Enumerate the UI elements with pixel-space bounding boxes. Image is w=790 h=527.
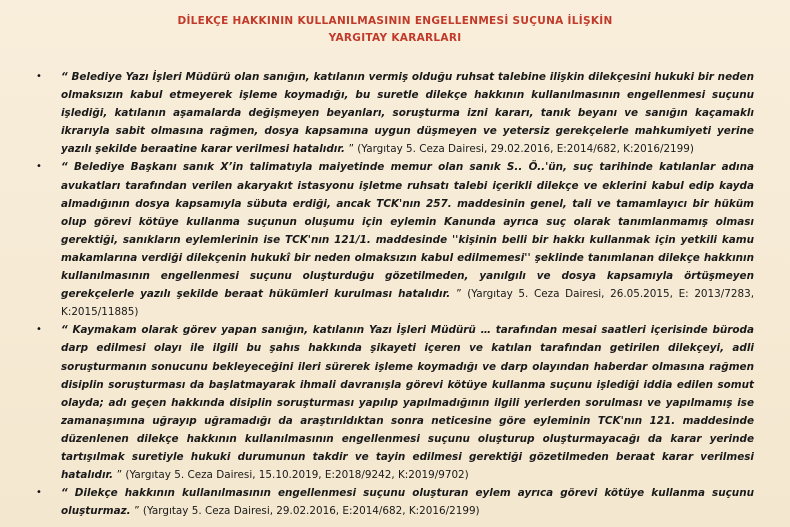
ruling-text bbox=[61, 484, 754, 520]
ruling-quote: “ Belediye Başkanı sanık X’in talimatıyla maiyetinde memur olan sanık S.. Ö..'ün, suç tarihinde katılanlar adına avukatları tarafından verilen akaryakıt istasyonu işletme ruhsatı talebi içerikli dilekçe ve eklerini kabul edip kayda almadığının dosya kapsamıyla sübuta erdiği, ancak TCK'nın 257. maddesinin genel, tali ve tamamlayıcı bir hüküm olup görevi kötüye kullanma suçunun oluşumu için eylemin Kanunda ayrıca suç olarak tanımlanmamış olması gerektiği, sanıkların eylemlerinin ise TCK'nın 121/1. maddesinde ''kişinin belli bir hakkı kullanmak için yetkili kamu makamlarına verdiği dilekçenin hukukî bir neden olmaksızın kabul edilmemesi'' şeklinde tanımlanan dilekçe hakkının kullanılmasının engellenmesi suçunu oluşturduğu gözetilmeden, yanılgılı ve dosya kapsamıyla örtüşmeyen gerekçelerle yazılı şekilde beraat hükümleri kurulması hatalıdır. bbox=[61, 161, 754, 301]
ruling-text bbox=[61, 321, 754, 484]
ruling-citation: ” (Yargıtay 5. Ceza Dairesi, 15.10.2019, E:2018/9242, K:2019/9702) bbox=[116, 469, 469, 482]
ruling-quote: “ Dilekçe hakkının kullanılmasının engellenmesi suçunu oluşturan eylem ayrıca görevi kötüye kullanma suçunu oluşturmaz. bbox=[61, 487, 754, 518]
ruling-item bbox=[36, 68, 754, 158]
ruling-text bbox=[61, 158, 754, 321]
ruling-citation: ” (Yargıtay 5. Ceza Dairesi, 26.05.2015, E: 2013/7283, K:2015/11885) bbox=[61, 288, 755, 319]
ruling-item bbox=[36, 484, 754, 520]
ruling-quote: “ Kaymakam olarak görev yapan sanığın, katılanın Yazı İşleri Müdürü … tarafından mesai saatleri içerisinde büroda darp edilmesi olayı ile ilgili bu şahıs hakkında şikayeti içeren ve katılan tarafından getirilen dilekçeyi, adli soruşturmanın sonucunu bekleyeceğini ileri sürerek işleme koymadığı ve darp olayından haberdar olmasına rağmen disiplin soruşturması da başlatmayarak ihmali davranışla görevi kötüye kullanma suçunu işlediği iddia edilen somut olayda; adı geçen hakkında disiplin soruşturması yapılıp yapılmadığının ilgili yerlerden sorulması ve yapılmamış ise zamanaşımına uğrayıp uğramadığı da araştırıldıktan sonra neticesine göre eyleminin TCK'nın 121. maddesinde düzenlenen dilekçe hakkının kullanılmasının engellenmesi suçunu oluşturup oluşturmayacağı da karar yerinde tartışılmak suretiyle hukuki durumunun takdir ve tayin edilmesi gerektiği gözetilmeden beraat karar verilmesi hatalıdır. bbox=[61, 324, 754, 482]
bullet-icon: • bbox=[36, 487, 42, 499]
document-title-line1: DİLEKÇE HAKKININ KULLANILMASININ ENGELLENMESİ SUÇUNA İLİŞKİN bbox=[177, 15, 613, 27]
bullet-icon: • bbox=[36, 71, 42, 82]
ruling-text bbox=[61, 68, 754, 158]
ruling-item bbox=[36, 321, 754, 484]
bullet-icon: • bbox=[36, 161, 42, 173]
ruling-list bbox=[36, 68, 754, 520]
bullet-icon: • bbox=[36, 324, 42, 336]
ruling-citation: ” (Yargıtay 5. Ceza Dairesi, 29.02.2016, E:2014/682, K:2016/2199) bbox=[348, 143, 694, 156]
ruling-citation: ” (Yargıtay 5. Ceza Dairesi, 29.02.2016, E:2014/682, K:2016/2199) bbox=[134, 505, 480, 518]
ruling-item bbox=[36, 158, 754, 321]
ruling-quote: “ Belediye Yazı İşleri Müdürü olan sanığın, katılanın vermiş olduğu ruhsat talebine ilişkin dilekçesini hukuki bir neden olmaksızın kabul etmeyerek işleme koymadığı, bu suretle dilekçe hakkının kullanılmasının engellenmesi suçunu işlediği, katılanın aşamalarda değişmeyen beyanları, soruşturma izni kararı, tanık beyanı ve sanığın kaçamaklı ikrarıyla sabit olmasına rağmen, dosya kapsamına uygun düşmeyen ve yetersiz gerekçelerle mahkumiyeti yerine yazılı şekilde beraatine karar verilmesi hatalıdır. bbox=[61, 71, 754, 156]
document-title-line2: YARGITAY KARARLARI bbox=[328, 32, 462, 44]
